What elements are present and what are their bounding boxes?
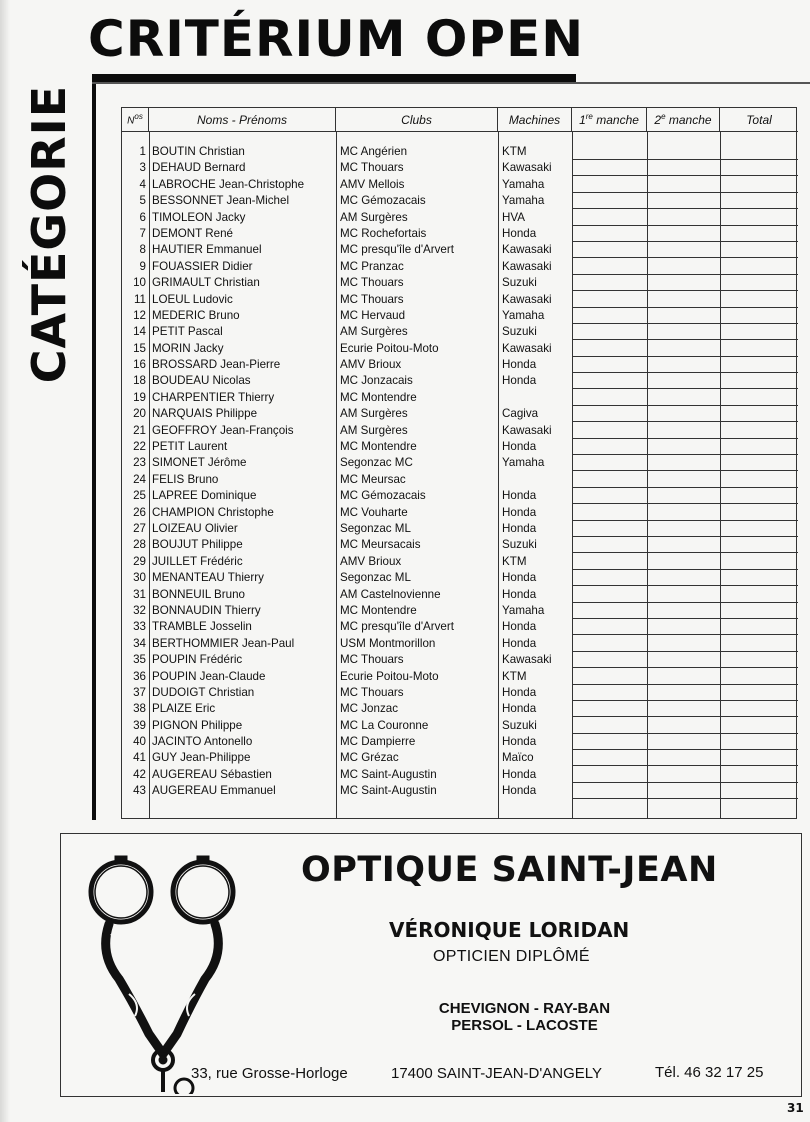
table-row — [122, 488, 798, 504]
rider-machine: Suzuki — [502, 276, 537, 290]
ad-title: OPTIQUE SAINT-JEAN — [301, 850, 718, 890]
rider-number: 22 — [133, 440, 146, 454]
rider-name: DUDOIGT Christian — [152, 685, 255, 699]
rider-name: FELIS Bruno — [152, 472, 219, 486]
rider-machine: Honda — [502, 489, 537, 503]
ad-address: 33, rue Grosse-Horloge — [191, 1065, 348, 1082]
col-header-name: Noms - Prénoms — [149, 108, 336, 132]
rider-name: LOIZEAU Olivier — [152, 521, 238, 535]
rider-name: AUGEREAU Sébastien — [152, 767, 272, 781]
rider-club: MC Hervaud — [340, 308, 406, 322]
table-row — [122, 423, 798, 439]
rider-name: JACINTO Antonello — [152, 735, 253, 749]
page-title: CRITÉRIUM OPEN — [88, 10, 585, 68]
ad-role: OPTICIEN DIPLÔMÉ — [433, 948, 590, 965]
page-edge-shadow — [0, 0, 10, 1122]
table-row — [122, 390, 798, 406]
rider-machine: KTM — [502, 145, 527, 158]
rider-number: 42 — [133, 767, 146, 781]
rider-number: 16 — [133, 358, 146, 372]
rider-club: AMV Mellois — [340, 177, 405, 191]
rider-number: 3 — [139, 161, 146, 175]
rider-name: BOUDEAU Nicolas — [152, 374, 251, 388]
rider-number: 36 — [133, 669, 146, 683]
rider-club: MC Gémozacais — [340, 489, 426, 503]
rider-club: MC Angérien — [340, 145, 408, 158]
table-row — [122, 505, 798, 521]
rider-number: 33 — [133, 620, 146, 634]
rider-number: 30 — [133, 571, 146, 585]
table-row — [122, 259, 798, 275]
table-row — [122, 587, 798, 603]
rider-number: 38 — [133, 702, 146, 716]
rider-club: MC Jonzacais — [340, 374, 413, 388]
rider-machine: Honda — [502, 358, 537, 372]
rider-machine: Honda — [502, 226, 537, 240]
rider-club: MC Rochefortais — [340, 226, 427, 240]
rider-club: MC Thouars — [340, 276, 404, 290]
table-row — [122, 341, 798, 357]
rider-machine: KTM — [502, 669, 527, 683]
table-row — [122, 193, 798, 209]
table-row — [122, 636, 798, 652]
rider-number: 35 — [133, 653, 146, 667]
page-number: 31 — [787, 1101, 804, 1115]
rider-number: 20 — [133, 407, 146, 421]
rider-name: BOUJUT Philippe — [152, 538, 243, 552]
rider-club: MC Gémozacais — [340, 194, 426, 208]
rider-number: 11 — [133, 292, 146, 306]
rider-number: 4 — [139, 177, 146, 191]
table-row — [122, 570, 798, 586]
rider-machine: HVA — [502, 210, 525, 224]
ad-owner: VÉRONIQUE LORIDAN — [389, 918, 630, 942]
table-row — [122, 357, 798, 373]
rider-club: MC Thouars — [340, 161, 404, 175]
rider-number: 6 — [139, 210, 146, 224]
rider-machine: Honda — [502, 767, 537, 781]
table-row — [122, 308, 798, 324]
table-row — [122, 734, 798, 750]
panel-frame-top — [92, 82, 810, 84]
category-side-label: CATÉGORIE — [22, 84, 76, 384]
rider-club: MC Dampierre — [340, 735, 416, 749]
table-row — [122, 292, 798, 308]
rider-name: PIGNON Philippe — [152, 718, 243, 732]
table-row — [122, 210, 798, 226]
rider-name: POUPIN Jean-Claude — [152, 669, 266, 683]
rider-machine: Honda — [502, 735, 537, 749]
table-row — [122, 144, 798, 160]
rider-number: 21 — [133, 423, 146, 437]
rider-name: TRAMBLE Josselin — [152, 620, 252, 634]
table-row — [122, 226, 798, 242]
rider-number: 31 — [133, 587, 146, 601]
rider-number: 23 — [133, 456, 146, 470]
rider-club: MC La Couronne — [340, 718, 429, 732]
rider-machine: Kawasaki — [502, 653, 552, 667]
rider-name: MENANTEAU Thierry — [152, 571, 264, 585]
rider-club: Segonzac MC — [340, 456, 413, 470]
table-row — [122, 537, 798, 553]
rider-name: POUPIN Frédéric — [152, 653, 243, 667]
rider-name: DEHAUD Bernard — [152, 161, 246, 175]
table-row — [122, 472, 798, 488]
rider-number: 1 — [139, 145, 146, 158]
table-row — [122, 718, 798, 734]
rider-name: GEOFFROY Jean-François — [152, 423, 294, 437]
col-header-total: Total — [720, 108, 798, 132]
table-row — [122, 439, 798, 455]
table-row — [122, 455, 798, 471]
table-row — [122, 767, 798, 783]
rider-machine: Honda — [502, 784, 537, 798]
rider-machine: Honda — [502, 587, 537, 601]
rider-club: MC Saint-Augustin — [340, 784, 437, 798]
rider-name: BERTHOMMIER Jean-Paul — [152, 636, 295, 650]
rider-club: MC Vouharte — [340, 505, 408, 519]
col-header-round2: 2e manche — [647, 108, 720, 132]
col-header-round1: 1re manche — [572, 108, 647, 132]
rider-number: 5 — [139, 194, 146, 208]
rider-club: AM Surgères — [340, 210, 408, 224]
rider-number: 18 — [133, 374, 146, 388]
rider-machine: Yamaha — [502, 603, 545, 617]
rider-name: DEMONT René — [152, 226, 233, 240]
rider-number: 24 — [133, 472, 146, 486]
table-row — [122, 701, 798, 717]
table-row — [122, 275, 798, 291]
rider-name: LAPREE Dominique — [152, 489, 257, 503]
ad-phone: Tél. 46 32 17 25 — [655, 1064, 764, 1081]
rider-machine: Kawasaki — [502, 161, 552, 175]
rider-number: 14 — [133, 325, 146, 339]
rider-club: AM Castelnovienne — [340, 587, 441, 601]
rider-club: Segonzac ML — [340, 521, 411, 535]
rider-club: MC Thouars — [340, 292, 404, 306]
rider-machine: Maïco — [502, 751, 534, 765]
rider-machine: Suzuki — [502, 325, 537, 339]
rider-number: 12 — [133, 308, 146, 322]
rider-club: AMV Brioux — [340, 358, 402, 372]
panel-frame-left — [92, 82, 96, 820]
rider-name: NARQUAIS Philippe — [152, 407, 258, 421]
rider-club: MC Meursac — [340, 472, 406, 486]
rider-name: SIMONET Jérôme — [152, 456, 247, 470]
rider-club: MC Montendre — [340, 390, 417, 404]
table-row — [122, 242, 798, 258]
rider-name: MEDERIC Bruno — [152, 308, 240, 322]
rider-club: AM Surgères — [340, 423, 408, 437]
rider-club: MC Saint-Augustin — [340, 767, 437, 781]
table-row — [122, 373, 798, 389]
rider-number: 28 — [133, 538, 146, 552]
rider-machine: Cagiva — [502, 407, 539, 421]
rider-machine: Suzuki — [502, 538, 537, 552]
col-header-club: Clubs — [336, 108, 498, 132]
rider-number: 41 — [133, 751, 146, 765]
rider-machine: Yamaha — [502, 456, 545, 470]
rider-name: CHARPENTIER Thierry — [152, 390, 275, 404]
rider-club: AM Surgères — [340, 407, 408, 421]
rider-club: MC presqu'île d'Arvert — [340, 243, 454, 257]
rider-name: BESSONNET Jean-Michel — [152, 194, 290, 208]
score-entry-line — [572, 798, 798, 799]
rider-number: 9 — [139, 259, 146, 273]
rider-name: TIMOLEON Jacky — [152, 210, 246, 224]
rider-name: BOUTIN Christian — [152, 145, 245, 158]
rider-number: 10 — [133, 276, 146, 290]
rider-number: 27 — [133, 521, 146, 535]
rider-number: 25 — [133, 489, 146, 503]
rider-name: FOUASSIER Didier — [152, 259, 253, 273]
rider-number: 39 — [133, 718, 146, 732]
rider-club: MC Grézac — [340, 751, 399, 765]
rider-machine: Kawasaki — [502, 243, 552, 257]
rider-machine: Suzuki — [502, 718, 537, 732]
rider-number: 37 — [133, 685, 146, 699]
table-row — [122, 783, 798, 799]
rider-machine: Kawasaki — [502, 423, 552, 437]
rider-machine: KTM — [502, 554, 527, 568]
rider-name: LOEUL Ludovic — [152, 292, 233, 306]
rider-machine: Honda — [502, 505, 537, 519]
rider-machine: Honda — [502, 702, 537, 716]
rider-club: AM Surgères — [340, 325, 408, 339]
rider-name: HAUTIER Emmanuel — [152, 243, 262, 257]
rider-name: PLAIZE Eric — [152, 702, 216, 716]
rider-club: MC Pranzac — [340, 259, 404, 273]
rider-club: MC Montendre — [340, 440, 417, 454]
rider-number: 19 — [133, 390, 146, 404]
table-row — [122, 554, 798, 570]
col-header-number: $N^{os}$ — [122, 108, 149, 132]
rider-club: MC Thouars — [340, 685, 404, 699]
rider-number: 34 — [133, 636, 146, 650]
rider-club: MC presqu'île d'Arvert — [340, 620, 454, 634]
rider-club: Ecurie Poitou-Moto — [340, 341, 439, 355]
rider-number: 26 — [133, 505, 146, 519]
rider-club: MC Montendre — [340, 603, 417, 617]
table-body — [122, 144, 798, 800]
table-row — [122, 324, 798, 340]
rider-machine: Honda — [502, 521, 537, 535]
rider-machine: Honda — [502, 571, 537, 585]
rider-number: 32 — [133, 603, 146, 617]
rider-machine: Yamaha — [502, 308, 545, 322]
rider-name: BONNEUIL Bruno — [152, 587, 245, 601]
rider-machine: Kawasaki — [502, 259, 552, 273]
col-header-machine: Machines — [498, 108, 572, 132]
rider-club: Segonzac ML — [340, 571, 411, 585]
ad-brands-line2: PERSOL - LACOSTE — [451, 1017, 598, 1034]
rider-number: 43 — [133, 784, 146, 798]
ad-brands-line1: CHEVIGNON - RAY-BAN — [438, 1000, 611, 1017]
table-row — [122, 521, 798, 537]
rider-name: LABROCHE Jean-Christophe — [152, 177, 305, 191]
table-row — [122, 619, 798, 635]
table-row — [122, 160, 798, 176]
rider-machine: Honda — [502, 636, 537, 650]
rider-name: CHAMPION Christophe — [152, 505, 274, 519]
advertisement — [60, 833, 802, 1097]
rider-club: AMV Brioux — [340, 554, 402, 568]
rider-machine: Honda — [502, 685, 537, 699]
rider-club: MC Thouars — [340, 653, 404, 667]
rider-name: PETIT Laurent — [152, 440, 228, 454]
table-row — [122, 750, 798, 766]
rider-number: 40 — [133, 735, 146, 749]
table-row — [122, 669, 798, 685]
rider-name: GUY Jean-Philippe — [152, 751, 251, 765]
rider-name: MORIN Jacky — [152, 341, 224, 355]
spectacles-icon — [79, 854, 239, 1094]
rider-club: Ecurie Poitou-Moto — [340, 669, 439, 683]
table-row — [122, 652, 798, 668]
rider-club: MC Jonzac — [340, 702, 398, 716]
rider-machine: Honda — [502, 440, 537, 454]
rider-machine: Honda — [502, 620, 537, 634]
results-table — [121, 107, 797, 819]
rider-name: BROSSARD Jean-Pierre — [152, 358, 281, 372]
ad-city: 17400 SAINT-JEAN-D'ANGELY — [391, 1065, 602, 1082]
rider-name: BONNAUDIN Thierry — [152, 603, 261, 617]
rider-club: USM Montmorillon — [340, 636, 436, 650]
rider-club: MC Meursacais — [340, 538, 421, 552]
rider-machine: Kawasaki — [502, 341, 552, 355]
rider-number: 8 — [139, 243, 146, 257]
rider-number: 15 — [133, 341, 146, 355]
rider-machine: Kawasaki — [502, 292, 552, 306]
table-row — [122, 685, 798, 701]
rider-number: 7 — [139, 226, 146, 240]
rider-name: GRIMAULT Christian — [152, 276, 260, 290]
table-row — [122, 406, 798, 422]
rider-machine: Yamaha — [502, 194, 545, 208]
table-row — [122, 177, 798, 193]
table-row — [122, 603, 798, 619]
rider-name: PETIT Pascal — [152, 325, 223, 339]
rider-name: JUILLET Frédéric — [152, 554, 243, 568]
rider-name: AUGEREAU Emmanuel — [152, 784, 276, 798]
rider-machine: Yamaha — [502, 177, 545, 191]
rider-machine: Honda — [502, 374, 537, 388]
rider-number: 29 — [133, 554, 146, 568]
